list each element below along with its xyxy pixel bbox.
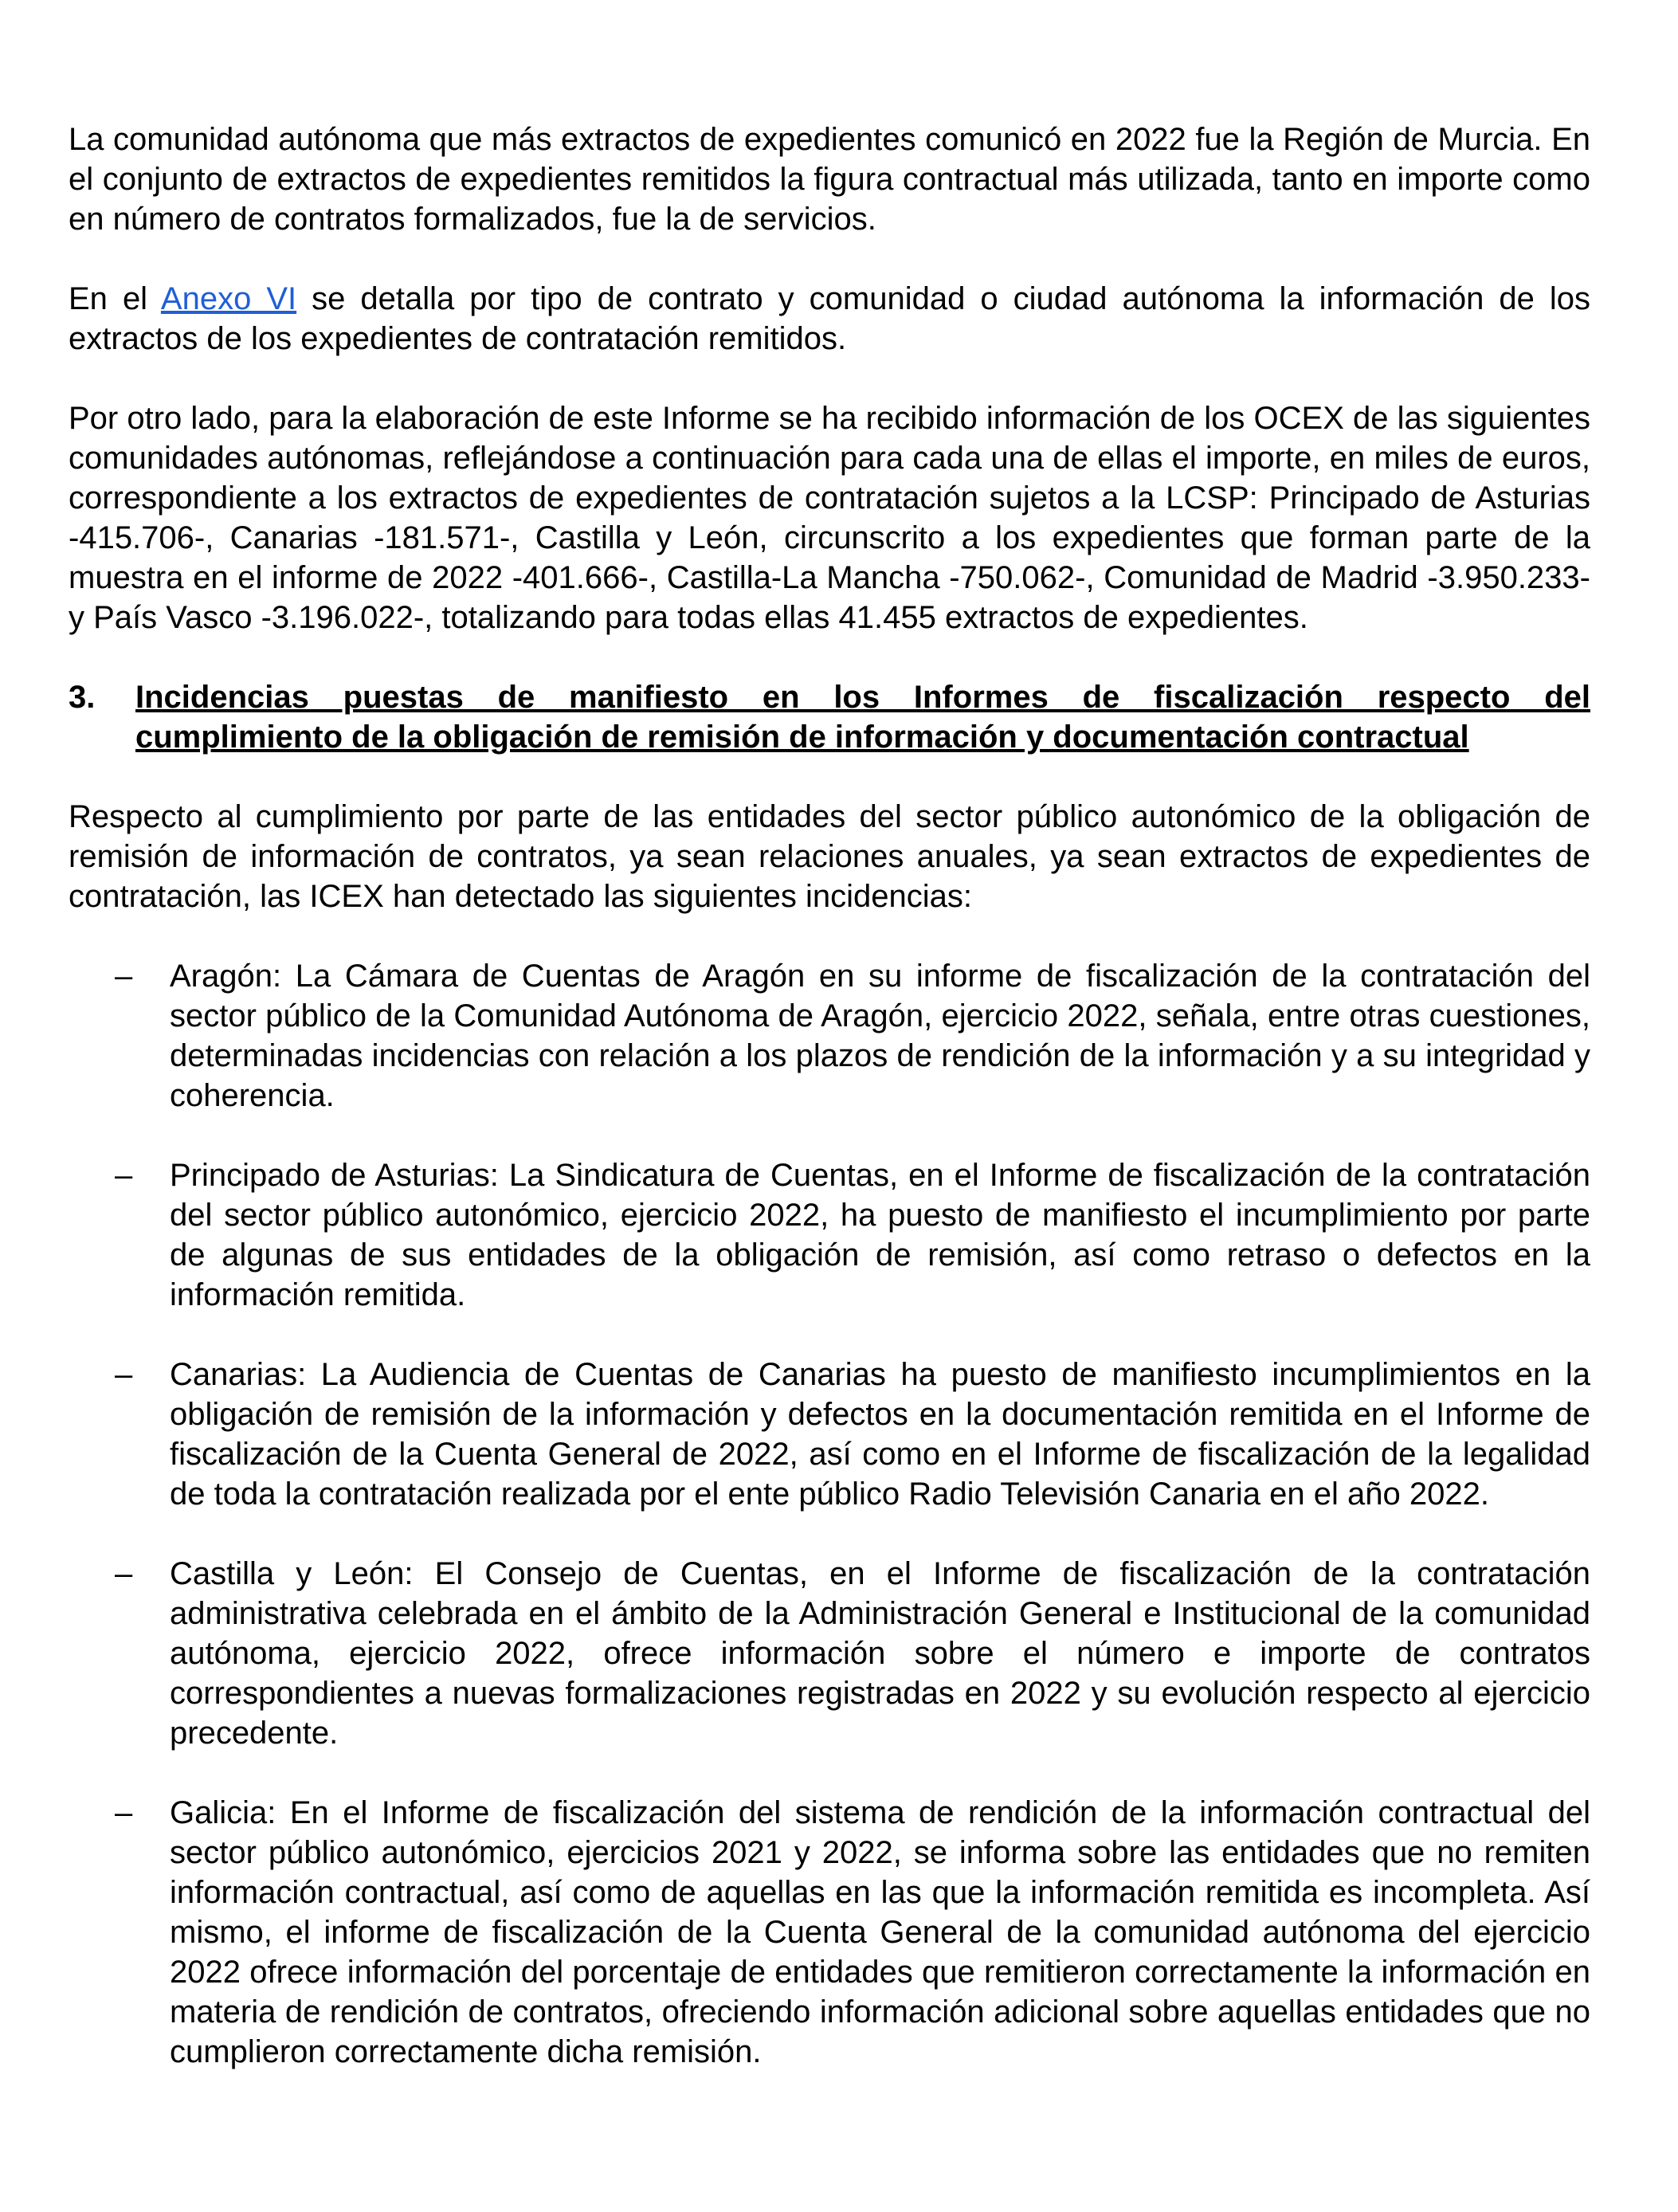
list-item-text: Aragón: La Cámara de Cuentas de Aragón en su informe de fiscalización de la contratación del sector público de la Comunidad Autónoma de Aragón, ejercicio 2022, señala, entre otras cuestiones, determinadas incidencias con relación a los plazos de rendición de la información y a su integridad y coherencia.: [170, 959, 1590, 1113]
dash-bullet: –: [115, 1158, 133, 1193]
list-item-aragon: [69, 956, 1590, 1116]
list-item-text: Castilla y León: El Consejo de Cuentas, en el Informe de fiscalización de la contratación administrativa celebrada en el ámbito de la Administración General e Institucional de la comunidad autónoma, ejercicio 2022, ofrece información sobre el número e importe de contratos correspondientes a nuevas formalizaciones registradas en 2022 y su evolución respecto al ejercicio precedente.: [170, 1556, 1590, 1751]
section-title-line-1: Incidencias puestas de manifiesto en los Informes de fiscalización respecto del: [135, 680, 1590, 715]
section-heading: [69, 677, 1590, 757]
paragraph-anexo-suffix: se detalla por tipo de contrato y comunidad o ciudad autónoma la información de los extractos de los expedientes de contratación remitidos.: [69, 281, 1591, 356]
list-item-asturias: [69, 1155, 1590, 1315]
dash-bullet: –: [115, 1357, 133, 1392]
anexo-vi-link[interactable]: Anexo VI: [160, 281, 297, 316]
paragraph-murcia: La comunidad autónoma que más extractos de expedientes comunicó en 2022 fue la Región de Murcia. En el conjunto de extractos de expedientes remitidos la figura contractual más utilizada, tanto en importe como en número de contratos formalizados, fue la de servicios.: [69, 122, 1590, 237]
incidencias-list: [69, 956, 1590, 2072]
list-item-castilla-leon: [69, 1554, 1590, 1753]
section-number: 3.: [69, 680, 96, 715]
paragraph-ocex: Por otro lado, para la elaboración de este Informe se ha recibido información de los OCEX de las siguientes comunidades autónomas, reflejándose a continuación para cada una de ellas el importe, en miles de euros, correspondiente a los extractos de expedientes de contratación sujetos a la LCSP: Principado de Asturias -415.706-, Canarias -181.571-, Castilla y León, circunscrito a los expedientes que forman parte de la muestra en el informe de 2022 -401.666-, Castilla-La Mancha -750.062-, Comunidad de Madrid -3.950.233- y País Vasco -3.196.022-, totalizando para todas ellas 41.455 extractos de expedientes.: [69, 401, 1590, 635]
list-item-galicia: [69, 1793, 1590, 2072]
list-item-canarias: [69, 1355, 1590, 1514]
list-item-text: Canarias: La Audiencia de Cuentas de Canarias ha puesto de manifiesto incumplimientos en la obligación de remisión de la información y defectos en la documentación remitida en el Informe de fiscalización de la Cuenta General de 2022, así como en el Informe de fiscalización de la legalidad de toda la contratación realizada por el ente público Radio Televisión Canaria en el año 2022.: [170, 1357, 1590, 1512]
paragraph-anexo-prefix: En el: [69, 281, 161, 316]
paragraph-anexo: [69, 279, 1590, 359]
dash-bullet: –: [115, 959, 133, 994]
dash-bullet: –: [115, 1556, 133, 1591]
dash-bullet: –: [115, 1795, 133, 1830]
section-title: [135, 677, 1590, 757]
section-title-line-2: cumplimiento de la obligación de remisión de información y documentación contractual: [135, 720, 1469, 755]
list-item-text: Galicia: En el Informe de fiscalización del sistema de rendición de la información contractual del sector público autonómico, ejercicios 2021 y 2022, se informa sobre las entidades que no remiten información contractual, así como de aquellas en las que la información remitida es incompleta. Así mismo, el informe de fiscalización de la Cuenta General de la comunidad autónoma del ejercicio 2022 ofrece información del porcentaje de entidades que remitieron correctamente la información en materia de rendición de contratos, ofreciendo información adicional sobre aquellas entidades que no cumplieron correctamente dicha remisión.: [170, 1795, 1590, 2069]
list-item-text: Principado de Asturias: La Sindicatura de Cuentas, en el Informe de fiscalización de la contratación del sector público autonómico, ejercicio 2022, ha puesto de manifiesto el incumplimiento por parte de algunas de sus entidades de la obligación de remisión, así como retraso o defectos en la información remitida.: [170, 1158, 1590, 1312]
document-page: [69, 120, 1590, 2072]
paragraph-intro: Respecto al cumplimiento por parte de las entidades del sector público autonómico de la obligación de remisión de información de contratos, ya sean relaciones anuales, ya sean extractos de expedientes de contratación, las ICEX han detectado las siguientes incidencias:: [69, 799, 1590, 914]
